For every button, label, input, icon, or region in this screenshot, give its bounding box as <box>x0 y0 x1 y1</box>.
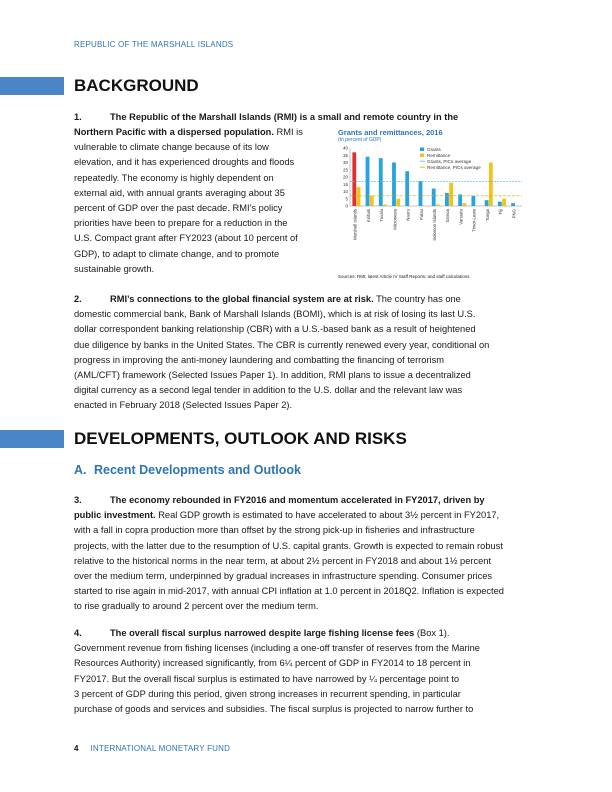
paragraph-1 <box>74 110 514 125</box>
text-line: with a fall in copra production more than offset by the strong pick-up in fisheries and infrastructure <box>74 525 475 536</box>
text-line: Resources Authority) increased significantly, from 6¼ percent of GDP in FY2014 to 18 percent in <box>74 658 471 669</box>
text-line: purchase of goods and services and subsidies. The fiscal surplus is projected to narrow further to <box>74 704 474 715</box>
bar-grants <box>392 163 396 207</box>
text-line: RMI is <box>273 127 303 137</box>
text-line: (AML/CFT) framework (Selected Issues Paper 1). In addition, RMI plans to issue a decentralized <box>74 370 471 381</box>
text-line: enacted in February 2018 (Selected Issues Paper 2). <box>74 400 293 411</box>
text-line: progress in improving the anti-money laundering and combatting the financing of terrorism <box>74 354 445 365</box>
x-tick-label: Kiribati <box>365 209 371 223</box>
bar-grants <box>471 196 475 206</box>
legend-label: Grants <box>427 146 441 152</box>
paragraph-4 <box>74 626 544 717</box>
bar-remittance <box>436 205 440 206</box>
section-bar <box>0 430 64 448</box>
text-line: repeatedly. The economy is highly dependent on <box>74 172 274 183</box>
text-line: domestic commercial bank, Bank of Marshall Islands (BOMI), which is at risk of losing its last U.S. <box>74 309 476 320</box>
bar-grants <box>485 200 489 206</box>
subsection-heading <box>74 463 301 477</box>
subsection-title: Recent Developments and Outlook <box>94 463 301 477</box>
text-line: percent of GDP over the past decade. RMI’s policy <box>74 203 283 214</box>
text-line: GDP), to adapt to climate change, and to promote <box>74 248 280 259</box>
chart-source: Sources: RMI; latest Article IV Staff Reports; and staff calculations. <box>338 274 471 279</box>
text-line: (Box 1). <box>414 628 450 638</box>
bar-grants <box>419 181 423 206</box>
bar-remittance <box>383 205 387 206</box>
text-line: external aid, with annual grants averaging about 35 <box>74 187 285 198</box>
x-tick-label: Tonga <box>484 209 490 221</box>
text-line: started to rise again in mid-2017, with annual CPI inflation at 1.0 percent in 2018Q2. Inflation is expected <box>74 586 504 597</box>
legend-swatch <box>420 154 424 158</box>
chart-title: Grants and remittances, 2016 <box>338 128 443 137</box>
bar-grants <box>352 152 356 206</box>
bold-lead-cont: public investment. <box>74 510 156 521</box>
bar-remittance <box>449 183 453 206</box>
x-tick-label: Vanuatu <box>458 209 464 225</box>
x-tick-label: Fiji <box>498 209 504 215</box>
text-line: over the medium term, underpinned by gradual increases in infrastructure spending. Consumer prices <box>74 571 493 582</box>
bar-remittance <box>357 187 361 206</box>
paragraph-number: 1. <box>74 112 82 122</box>
text-line: relative to the historical norms in the near term, at about 2½ percent in FY2018 and about 1½ percent <box>74 555 492 566</box>
text-line: due diligence by banks in the United States. The CBR is currently renewed every year, conditional on <box>74 339 490 350</box>
bold-lead: The overall fiscal surplus narrowed despite large fishing license fees <box>110 628 415 638</box>
paragraph-3 <box>74 493 544 615</box>
bar-remittance <box>489 163 493 207</box>
text-line: projects, with the latter due to the resumption of U.S. capital grants. Growth is expected to remain robust <box>74 540 503 551</box>
text-line: The country has one <box>373 294 461 304</box>
legend-label: Remittance <box>427 152 451 158</box>
bar-remittance <box>396 199 400 206</box>
paragraph-2 <box>74 292 544 414</box>
x-tick-label: Micronesia <box>392 209 398 230</box>
chart-plot <box>338 144 528 272</box>
bold-lead: The Republic of the Marshall Islands (RMI) is a small and remote country in the <box>110 112 459 122</box>
bar-remittance <box>370 196 374 206</box>
section-bar <box>0 77 64 95</box>
legend-swatch <box>420 148 424 152</box>
x-tick-label: Marshall Islands <box>352 209 358 241</box>
bar-grants <box>511 203 515 206</box>
y-tick-label: 0 <box>345 203 348 209</box>
x-tick-label: Tuvalu <box>379 209 385 222</box>
text-line: vulnerable to climate change because of its low <box>74 142 269 153</box>
grants-remittances-chart <box>338 128 528 286</box>
bar-grants <box>405 171 409 206</box>
x-tick-label: PNG <box>511 209 517 219</box>
y-tick-label: 5 <box>345 196 348 202</box>
bar-remittance <box>462 203 466 206</box>
y-tick-label: 35 <box>342 152 348 158</box>
text-line: 3 percent of GDP during this period, given strong increases in recurrent spending, in particular <box>74 688 461 699</box>
text-line: U.S. Compact grant after FY2023 (about 10 percent of <box>74 233 298 244</box>
x-tick-label: Timor-Leste <box>471 209 477 232</box>
y-tick-label: 40 <box>342 145 348 151</box>
x-tick-label: Solomon Islands <box>432 209 437 241</box>
bar-grants <box>498 202 502 206</box>
page-number: 4 <box>74 744 79 753</box>
page-footer <box>74 744 230 753</box>
x-tick-label: Palau <box>418 209 424 220</box>
bar-grants <box>445 193 449 206</box>
text-line: FY2017. But the overall fiscal surplus is estimated to have narrowed by ¼ percentage point to <box>74 673 460 684</box>
text-line: sustainable growth. <box>74 263 155 274</box>
bold-lead-cont: Northern Pacific with a dispersed population. <box>74 127 274 137</box>
x-tick-label: Samoa <box>445 209 451 223</box>
paragraph-number: 4. <box>74 628 82 638</box>
paragraph-number: 3. <box>74 495 82 505</box>
section-heading-background: BACKGROUND <box>74 76 199 95</box>
text-line: Real GDP growth is estimated to have accelerated to about 3½ percent in FY2017, <box>155 510 500 521</box>
text-line: elevation, and it has experienced droughts and floods <box>74 157 295 168</box>
bar-remittance <box>502 199 506 206</box>
y-tick-label: 30 <box>342 160 348 165</box>
legend-label: Grants, PICs average <box>427 158 472 164</box>
text-line: Government revenue from fishing licenses (including a one-off transfer of reserves from the Marine <box>74 643 480 654</box>
footer-org: INTERNATIONAL MONETARY FUND <box>90 744 231 753</box>
bold-lead: The economy rebounded in FY2016 and momentum accelerated in FY2017, driven by <box>110 495 485 505</box>
bar-grants <box>379 158 383 206</box>
paragraph-number: 2. <box>74 294 82 304</box>
running-head: REPUBLIC OF THE MARSHALL ISLANDS <box>74 40 234 49</box>
x-tick-label: Nauru <box>405 209 411 221</box>
subsection-letter: A. <box>74 463 87 477</box>
text-line: digital currency as a second legal tender in addition to the U.S. dollar and the relevant law was <box>74 385 463 396</box>
chart-subtitle: (In percent of GDP) <box>338 137 382 143</box>
text-line: to rise gradually to around 2 percent over the medium term. <box>74 601 319 612</box>
y-tick-label: 15 <box>342 181 348 187</box>
bold-lead: RMI’s connections to the global financial system are at risk. <box>110 294 374 304</box>
legend-label: Remittance, PICs average <box>427 164 481 170</box>
text-line: priorities have been to prepare for a reduction in the <box>74 218 288 229</box>
text-line: dollar correspondent banking relationship (CBR) with a U.S.-based bank as a result of heightened <box>74 324 476 335</box>
y-tick-label: 25 <box>342 167 348 173</box>
y-tick-label: 10 <box>342 189 348 194</box>
paragraph-1-body <box>74 125 336 277</box>
y-tick-label: 20 <box>342 174 348 180</box>
section-heading-developments: DEVELOPMENTS, OUTLOOK AND RISKS <box>74 429 407 448</box>
bar-grants <box>432 189 436 206</box>
